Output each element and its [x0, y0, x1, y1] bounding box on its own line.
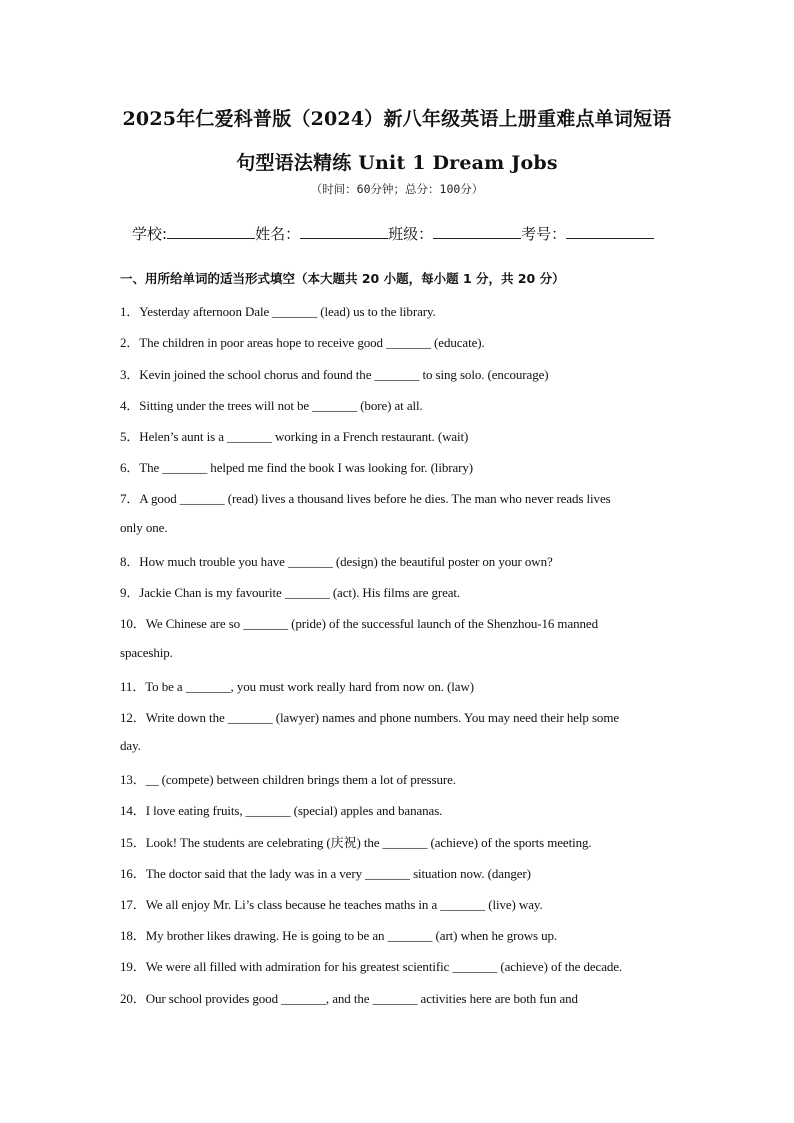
question-13: 13．__ (compete) between children brings them a lot of pressure. [120, 772, 456, 787]
question-8: 8．How much trouble you have _______ (design) the beautiful poster on your own? [120, 554, 553, 569]
school-blank[interactable] [167, 223, 255, 239]
question-9: 9．Jackie Chan is my favourite _______ (act). His films are great. [120, 585, 461, 600]
question-1: 1．Yesterday afternoon Dale _______ (lead) us to the library. [120, 304, 436, 319]
class-label: 班级： [388, 225, 434, 243]
question-5: 5．Helen’s aunt is a _______ working in a French restaurant. (wait) [120, 429, 469, 444]
school-label: 学校: [132, 225, 168, 243]
number-label: 考号： [521, 225, 567, 243]
question-4: 4．Sitting under the trees will not be _______ (bore) at all. [120, 398, 423, 413]
question-10: 10．We Chinese are so _______ (pride) of the successful launch of the Shenzhou-16 manned [120, 616, 598, 631]
question-3: 3．Kevin joined the school chorus and found the _______ to sing solo. (encourage) [120, 367, 549, 382]
question-7-continued: only one. [120, 520, 168, 535]
question-12-continued: day. [120, 738, 141, 753]
question-15: 15．Look! The students are celebrating (庆祝) the _______ (achieve) of the sports meeting. [120, 835, 592, 850]
question-10-continued: spaceship. [120, 645, 173, 660]
name-label: 姓名： [255, 225, 301, 243]
question-2: 2．The children in poor areas hope to receive good _______ (educate). [120, 335, 485, 350]
question-7: 7．A good _______ (read) lives a thousand lives before he dies. The man who never reads lives [120, 491, 611, 506]
question-6: 6．The _______ helped me find the book I was looking for. (library) [120, 460, 473, 475]
question-16: 16．The doctor said that the lady was in a very _______ situation now. (danger) [120, 866, 531, 881]
question-19: 19．We were all filled with admiration for his greatest scientific _______ (achieve) of the decade. [120, 959, 623, 974]
exam-time-score: （时间：60分钟；总分：100分） [310, 182, 484, 196]
question-14: 14．I love eating fruits, _______ (special) apples and bananas. [120, 803, 443, 818]
question-11: 11．To be a _______, you must work really hard from now on. (law) [120, 679, 474, 694]
name-blank[interactable] [300, 223, 388, 239]
question-20: 20．Our school provides good _______, and the _______ activities here are both fun and [120, 991, 578, 1006]
document-title-line-1: 2025年仁爱科普版（2024）新八年级英语上册重难点单词短语 [122, 108, 672, 130]
question-17: 17．We all enjoy Mr. Li’s class because he teaches maths in a _______ (live) way. [120, 897, 543, 912]
document-title-line-2: 句型语法精练 Unit 1 Dream Jobs [236, 152, 558, 174]
section-heading: 一、用所给单词的适当形式填空（本大题共 20 小题，每小题 1 分，共 20 分） [120, 271, 565, 286]
question-12: 12．Write down the _______ (lawyer) names and phone numbers. You may need their help some [120, 710, 620, 725]
question-18: 18．My brother likes drawing. He is going to be an _______ (art) when he grows up. [120, 928, 558, 943]
class-blank[interactable] [433, 223, 521, 239]
number-blank[interactable] [566, 223, 654, 239]
student-info-row [132, 223, 654, 244]
